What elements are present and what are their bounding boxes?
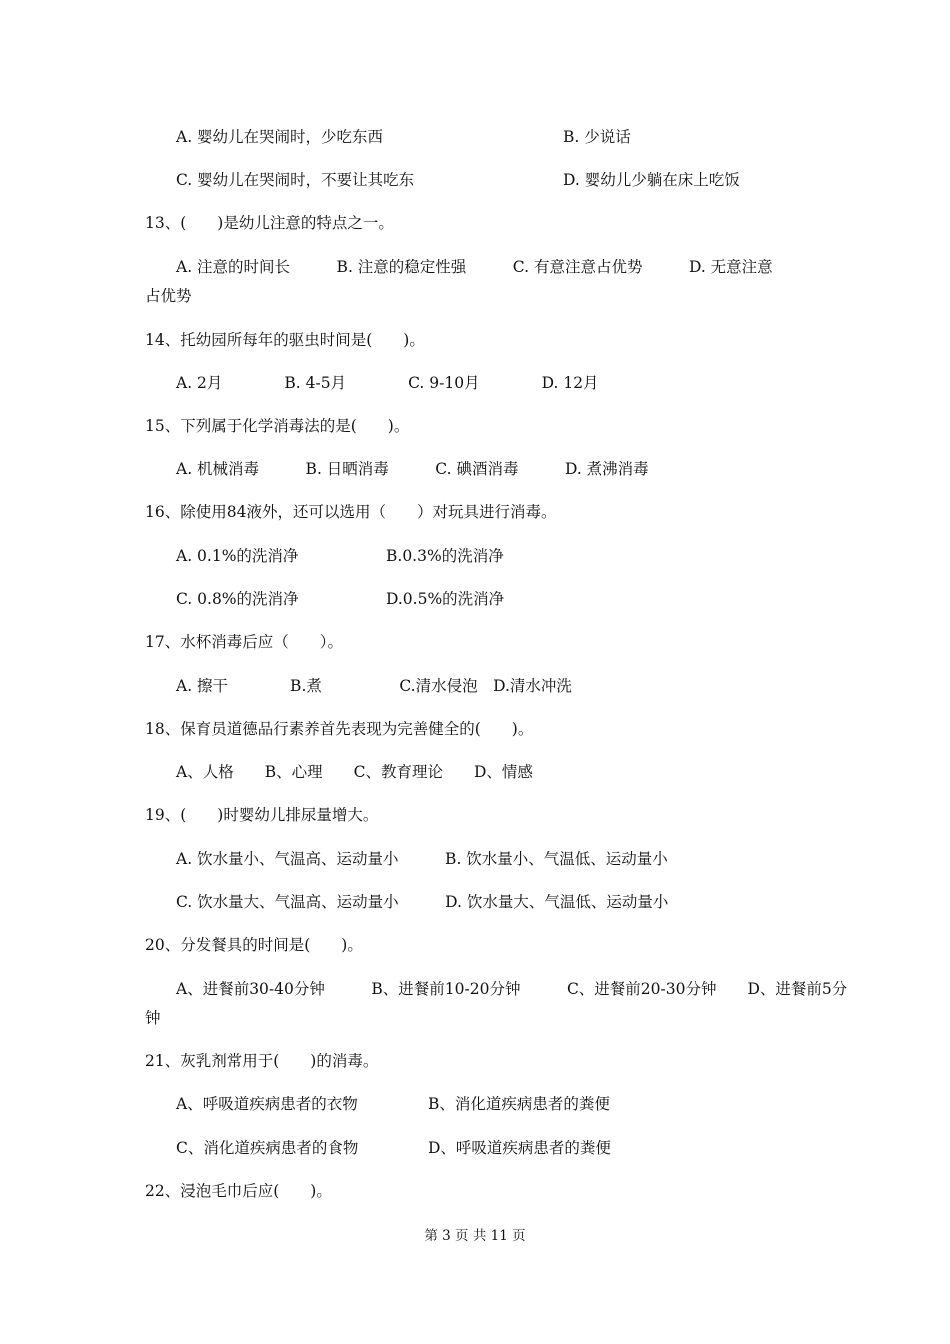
question-19: 19、( )时婴幼儿排尿量增大。 <box>145 806 379 824</box>
question-18: 18、保育员道德品行素养首先表现为完善健全的( )。 <box>145 720 534 738</box>
page-footer: 第 3 页 共 11 页 <box>424 1228 526 1244</box>
option-line: D、呼吸道疾病患者的粪便 <box>428 1139 611 1157</box>
option-line: A. 机械消毒 B. 日晒消毒 C. 碘酒消毒 D. 煮沸消毒 <box>176 460 649 478</box>
option-line: C、消化道疾病患者的食物 <box>176 1139 359 1157</box>
question-14: 14、托幼园所每年的驱虫时间是( )。 <box>145 331 425 349</box>
question-21: 21、灰乳剂常用于( )的消毒。 <box>145 1052 379 1070</box>
option-line: A. 注意的时间长 B. 注意的稳定性强 C. 有意注意占优势 D. 无意注意 <box>176 258 773 276</box>
question-22: 22、浸泡毛巾后应( )。 <box>145 1182 332 1200</box>
question-20: 20、分发餐具的时间是( )。 <box>145 936 363 954</box>
option-line: D.0.5%的洗消净 <box>386 590 505 608</box>
option-line: B、消化道疾病患者的粪便 <box>428 1095 610 1113</box>
option-line: B.0.3%的洗消净 <box>386 547 504 565</box>
option-line: D. 婴幼儿少躺在床上吃饭 <box>563 171 740 189</box>
option-line: A. 2月 B. 4-5月 C. 9-10月 D. 12月 <box>176 374 599 392</box>
option-line: B. 少说话 <box>563 128 631 146</box>
option-line: C. 婴幼儿在哭闹时，不要让其吃东 <box>176 171 415 189</box>
question-17: 17、水杯消毒后应（ ）。 <box>145 633 343 651</box>
question-16: 16、除使用84液外，还可以选用（ ）对玩具进行消毒。 <box>145 503 557 521</box>
option-continuation: 钟 <box>145 1009 161 1027</box>
option-line: A. 饮水量小、气温高、运动量小 B. 饮水量小、气温低、运动量小 <box>176 850 668 868</box>
option-line: A. 擦干 B.煮 C.清水侵泡 D.清水冲洗 <box>176 677 572 695</box>
question-13: 13、( )是幼儿注意的特点之一。 <box>145 214 394 232</box>
option-line: A、进餐前30-40分钟 B、进餐前10-20分钟 C、进餐前20-30分钟 D、进餐前5分 <box>176 980 848 998</box>
option-line: A. 0.1%的洗消净 <box>176 547 299 565</box>
option-line: A、人格 B、心理 C、教育理论 D、情感 <box>176 763 533 781</box>
option-line: C. 饮水量大、气温高、运动量小 D. 饮水量大、气温低、运动量小 <box>176 893 669 911</box>
option-line: A. 婴幼儿在哭闹时，少吃东西 <box>176 128 384 146</box>
option-continuation: 占优势 <box>145 287 192 305</box>
question-15: 15、下列属于化学消毒法的是( )。 <box>145 417 410 435</box>
option-line: A、呼吸道疾病患者的衣物 <box>176 1095 358 1113</box>
option-line: C. 0.8%的洗消净 <box>176 590 299 608</box>
